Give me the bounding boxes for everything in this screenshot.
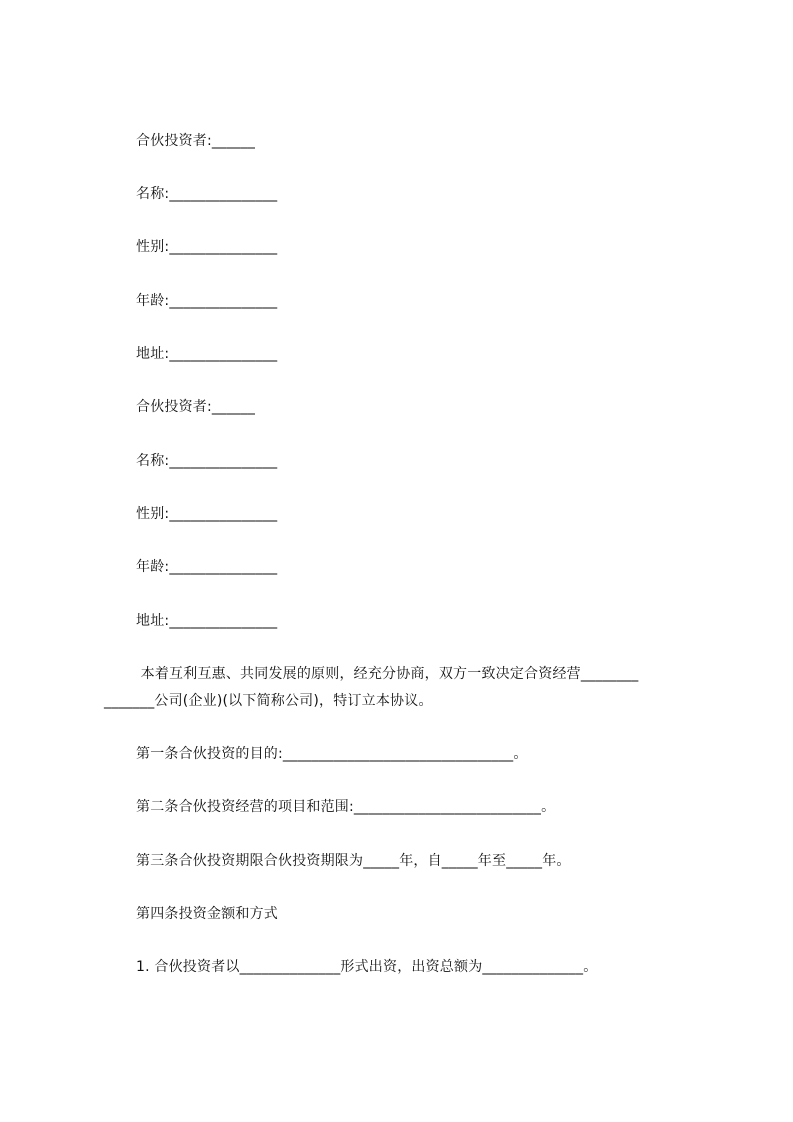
age-field: 年龄:_______________ bbox=[136, 293, 278, 309]
intro-paragraph-line-1: 本着互利互惠、共同发展的原则，经充分协商，双方一致决定合资经营________ bbox=[136, 666, 639, 682]
gender-field: 性别:_______________ bbox=[136, 506, 278, 522]
investor-label: 合伙投资者:______ bbox=[136, 399, 256, 415]
address-field: 地址:_______________ bbox=[136, 346, 278, 362]
age-field: 年龄:_______________ bbox=[136, 559, 278, 575]
name-field: 名称:_______________ bbox=[136, 453, 278, 469]
article-2: 第二条合伙投资经营的项目和范围:__________________________。 bbox=[136, 799, 556, 815]
gender-field: 性别:_______________ bbox=[136, 239, 278, 255]
article-3: 第三条合伙投资期限合伙投资期限为_____年，自_____年至_____年。 bbox=[136, 853, 571, 869]
article-4-item-1: 1. 合伙投资者以______________形式出资，出资总额为______________。 bbox=[136, 959, 598, 975]
investor-label: 合伙投资者:______ bbox=[136, 133, 256, 149]
article-4-heading: 第四条投资金额和方式 bbox=[136, 906, 278, 922]
article-1: 第一条合伙投资的目的:________________________________。 bbox=[136, 746, 528, 762]
address-field: 地址:_______________ bbox=[136, 613, 278, 629]
intro-paragraph-line-2: _______公司(企业)(以下简称公司)，特订立本协议。 bbox=[104, 693, 433, 709]
name-field: 名称:_______________ bbox=[136, 186, 278, 202]
